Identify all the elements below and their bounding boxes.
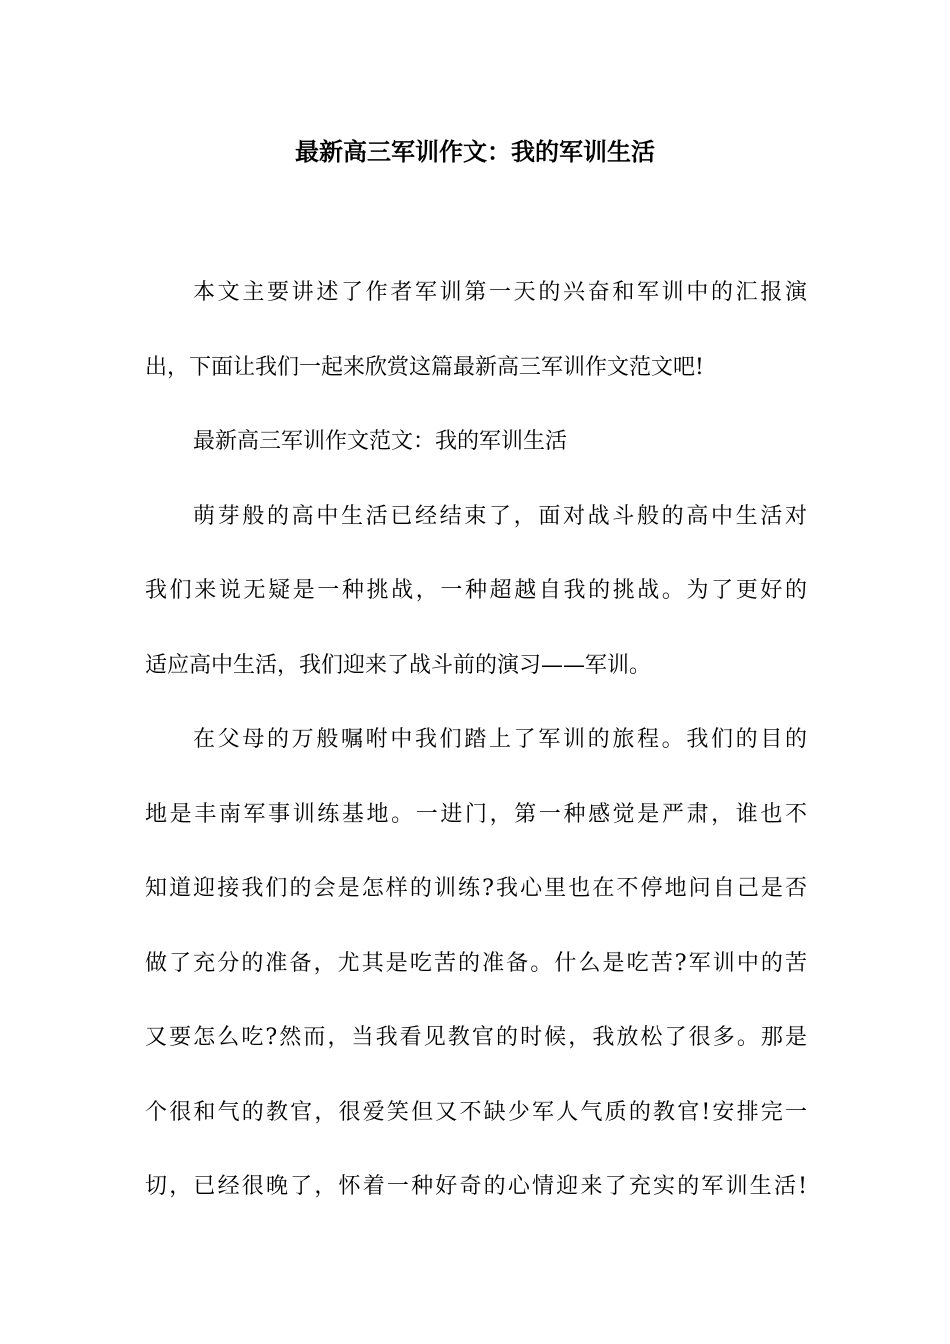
- paragraph-4-line-7: 切，已经很晚了，怀着一种好奇的心情迎来了充实的军训生活!: [145, 1174, 807, 1199]
- paragraph-4-line-4: 做了充分的准备，尤其是吃苦的准备。什么是吃苦?军训中的苦: [145, 950, 807, 976]
- paragraph-4-line-2: 地是丰南军事训练基地。一进门，第一种感觉是严肃，谁也不: [145, 801, 807, 827]
- paragraph-4-line-3: 知道迎接我们的会是怎样的训练?我心里也在不停地问自己是否: [145, 876, 807, 901]
- document-title: 最新高三军训作文：我的军训生活: [295, 137, 655, 166]
- paragraph-1-line-1: 本文主要讲述了作者军训第一天的兴奋和军训中的汇报演: [193, 280, 807, 305]
- document-body: [145, 256, 807, 1225]
- paragraph-4-line-1: 在父母的万般嘱咐中我们踏上了军训的旅程。我们的目的: [193, 727, 807, 752]
- paragraph-2-line-1: 最新高三军训作文范文：我的军训生活: [193, 429, 568, 454]
- paragraph-3-line-1: 萌芽般的高中生活已经结束了，面对战斗般的高中生活对: [193, 503, 807, 529]
- paragraph-3-line-3: 适应高中生活，我们迎来了战斗前的演习——军训。: [145, 652, 652, 678]
- paragraph-4-line-5: 又要怎么吃?然而，当我看见教官的时候，我放松了很多。那是: [145, 1025, 807, 1050]
- paragraph-1-line-2: 出，下面让我们一起来欣赏这篇最新高三军训作文范文吧!: [145, 354, 704, 380]
- paragraph-4-line-6: 个很和气的教官，很爱笑但又不缺少军人气质的教官!安排完一: [145, 1099, 807, 1125]
- paragraph-3-line-2: 我们来说无疑是一种挑战，一种超越自我的挑战。为了更好的: [145, 578, 807, 603]
